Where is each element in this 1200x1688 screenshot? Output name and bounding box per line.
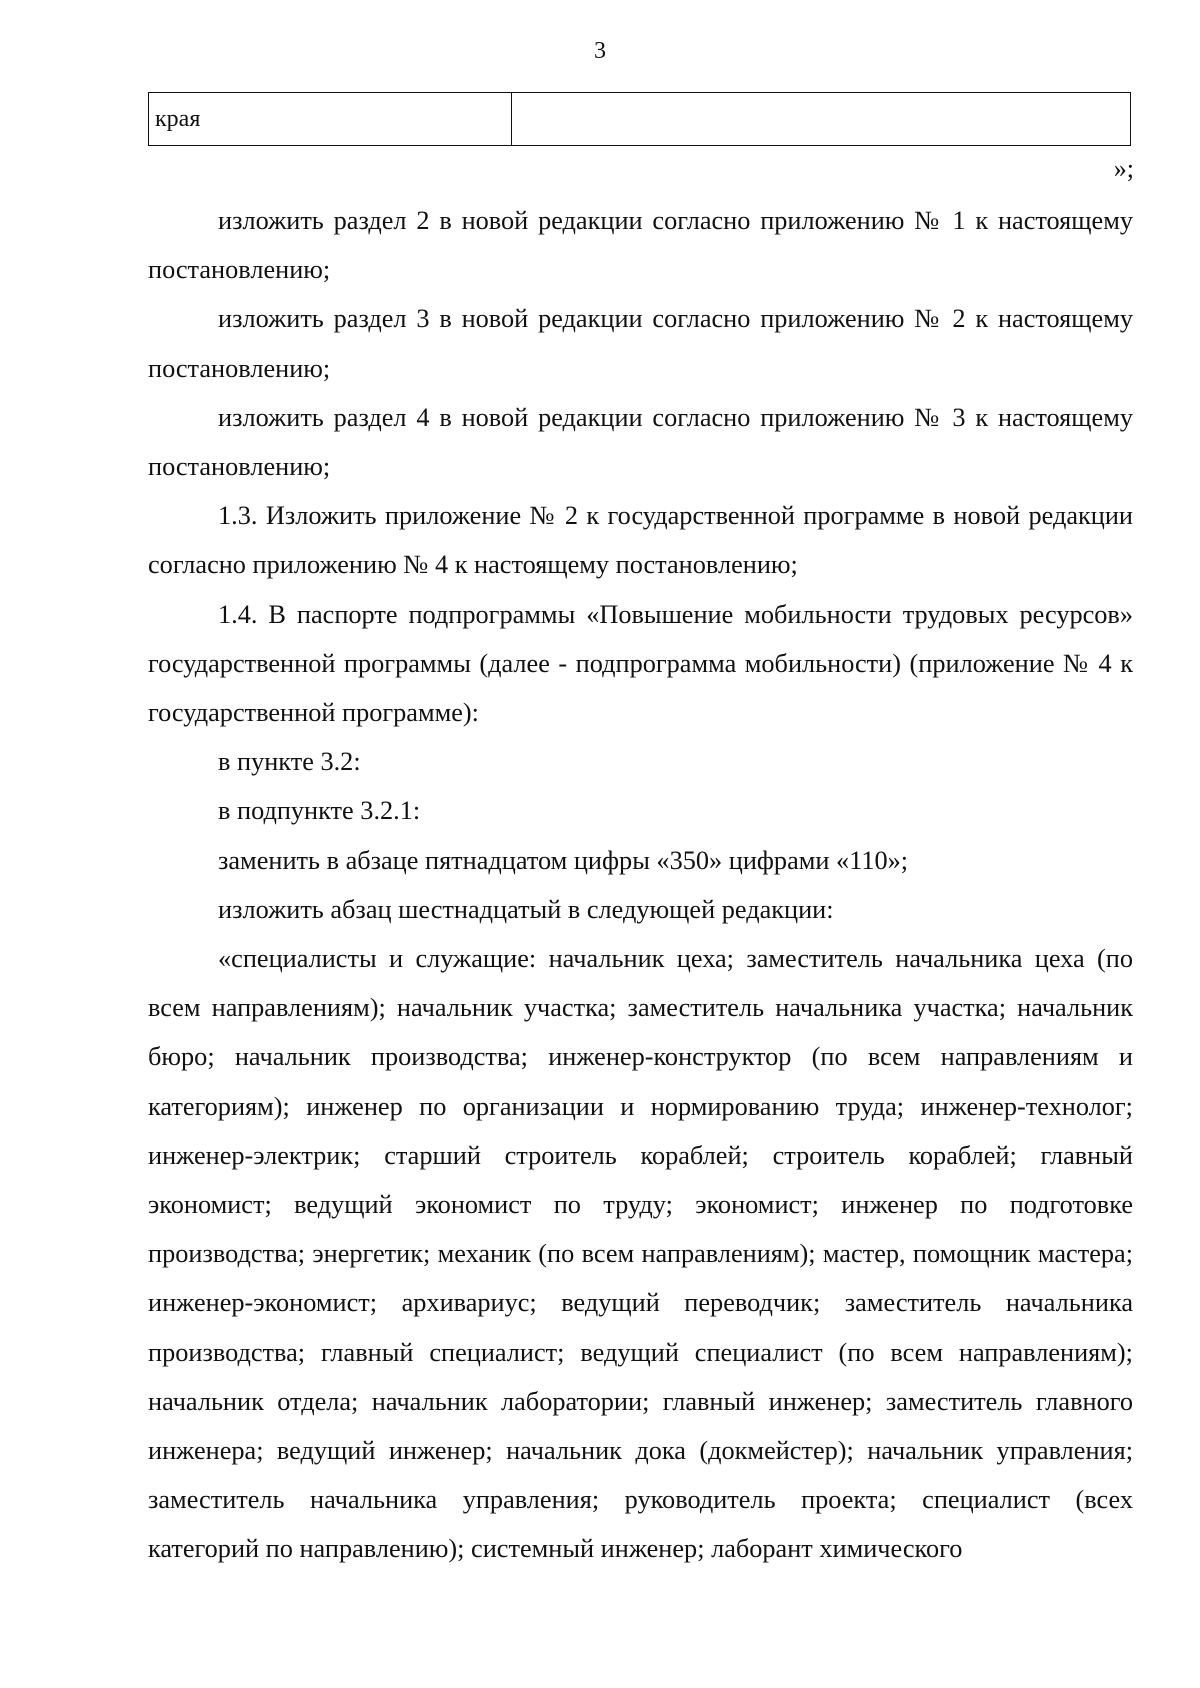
paragraph: изложить раздел 4 в новой редакции согласно приложению № 3 к настоящему постановлению; [148, 402, 1133, 482]
paragraph: 1.3. Изложить приложение № 2 к государственной программе в новой редакции согласно приложению № 4 к настоящему постановлению; [148, 501, 1133, 580]
continuation-table [148, 92, 1131, 146]
paragraph: 1.4. В паспорте подпрограммы «Повышение мобильности трудовых ресурсов» государственной программы (далее - подпрограмма мобильности) (приложение № 4 к государственной программе): [148, 599, 1133, 728]
document-body [148, 196, 1133, 1574]
table-cell-right [512, 93, 1131, 146]
closing-quote: »; [1113, 154, 1134, 183]
paragraph: изложить раздел 2 в новой редакции согласно приложению № 1 к настоящему постановлению; [148, 206, 1133, 285]
paragraph: изложить абзац шестнадцатый в следующей редакции: [218, 894, 834, 924]
table-row [149, 93, 1131, 146]
paragraph: заменить в абзаце пятнадцатом цифры «350» цифрами «110»; [218, 845, 909, 875]
paragraph: изложить раздел 3 в новой редакции согласно приложению № 2 к настоящему постановлению; [148, 304, 1133, 383]
paragraph: «специалисты и служащие: начальник цеха; заместитель начальника цеха (по всем направлениям); начальник участка; заместитель начальника участка; начальник бюро; начальник производства; инженер-конструктор (по всем направлениям и категориям); инженер по организации и нормированию труда; инженер-технолог; инженер-электрик; старший строитель кораблей; строитель кораблей; главный экономист; ведущий экономист по труду; экономист; инженер по подготовке производства; энергетик; механик (по всем направлениям); мастер, помощник мастера; инженер-экономист; архивариус; ведущий переводчик; заместитель начальника производства; главный специалист; ведущий специалист (по всем направлениям); начальник отдела; начальник лаборатории; главный инженер; заместитель главного инженера; ведущий инженер; начальник дока (докмейстер); начальник управления; заместитель начальника управления; руководитель проекта; специалист (всех категорий по направлению); системный инженер; лаборант химического [148, 944, 1133, 1564]
page-number: 3 [594, 38, 606, 64]
table-cell-left: края [149, 93, 512, 146]
paragraph: в подпункте 3.2.1: [218, 796, 421, 826]
paragraph: в пункте 3.2: [218, 747, 361, 777]
